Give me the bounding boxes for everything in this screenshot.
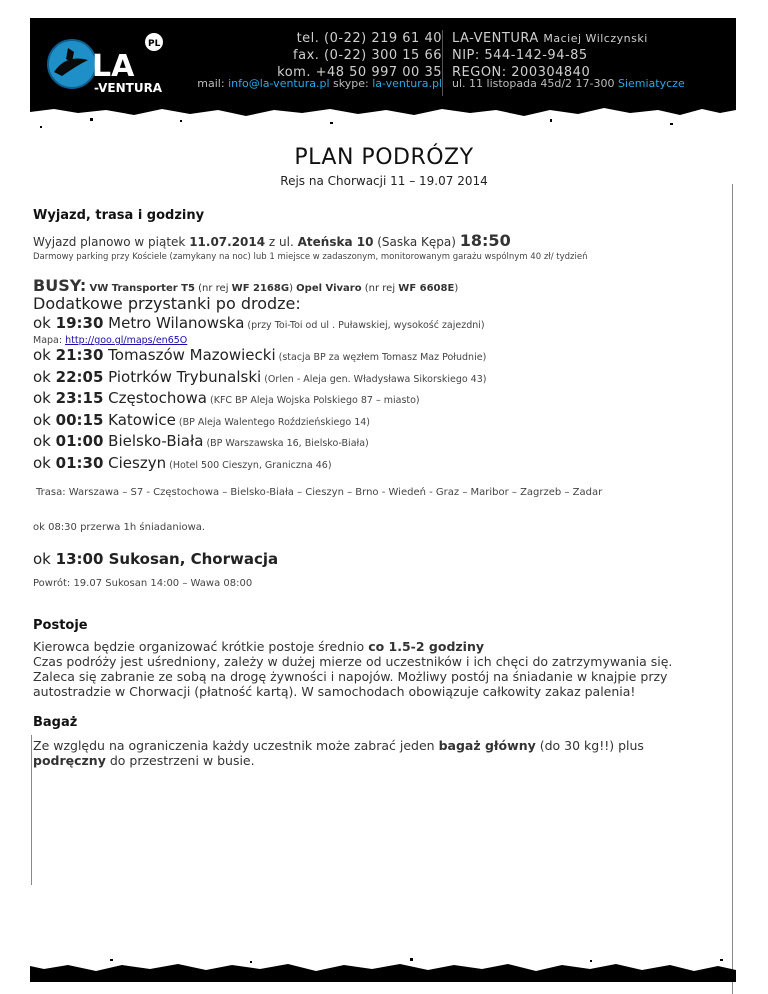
company-info: [452, 30, 648, 81]
stop-row: ok 01:00 Bielsko-Biała (BP Warszawska 16, Bielsko-Biała): [33, 432, 369, 450]
paragraph-line: podręczny do przestrzeni w busie.: [33, 752, 255, 768]
fax-number: fax. (0-22) 300 15 66: [293, 48, 442, 63]
paragraph-line: Czas podróży jest uśredniony, zależy w dużej mierze od uczestników i ich chęci do zatrzymywania się.: [33, 653, 673, 669]
breakfast-note: ok 08:30 przerwa 1h śniadaniowa.: [33, 522, 206, 533]
stops-list: [33, 346, 733, 475]
email-link[interactable]: info@la-ventura.pl: [228, 77, 330, 90]
section-heading-route: Wyjazd, trasa i godziny: [33, 208, 205, 223]
skype-id: la-ventura.pl: [372, 77, 442, 90]
paragraph-line: Zaleca się zabranie ze sobą na drogę żywności i napojów. Możliwy postój na śniadanie w knajpie przy: [33, 668, 668, 684]
svg-text:LA: LA: [92, 49, 135, 84]
mobile-number: kom. +48 50 997 00 35: [277, 65, 442, 80]
company-address: ul. 11 listopada 45d/2 17-300 Siemiatycze: [452, 77, 685, 90]
stop-row: ok 22:05 Piotrków Trybunalski (Orlen - Aleja gen. Władysława Sikorskiego 43): [33, 367, 487, 386]
stops-paragraph: [33, 639, 733, 699]
route-line: Trasa: Warszawa – S7 - Częstochowa – Bielsko-Biała – Cieszyn – Brno - Wiedeń - Graz – Maribor – Zagrzeb – Zadar: [36, 487, 603, 498]
extra-stops-heading: Dodatkowe przystanki po drodze:: [33, 294, 301, 313]
section-heading-stops: Postoje: [33, 617, 88, 633]
page-subtitle: Rejs na Chorwacji 11 – 19.07 2014: [280, 174, 488, 188]
return-line: Powrót: 19.07 Sukosan 14:00 – Wawa 08:00: [33, 577, 253, 589]
page-title: PLAN PODRÓZY: [294, 145, 474, 170]
stop-row: ok 21:30 Tomaszów Mazowiecki (stacja BP za węzłem Tomasz Maz Południe): [33, 346, 487, 364]
departure-line: Wyjazd planowo w piątek 11.07.2014 z ul. Ateńska 10 (Saska Kępa) 18:50: [33, 231, 511, 250]
busy-line: BUSY: VW Transporter T5 (nr rej WF 2168G) Opel Vivaro (nr rej WF 6608E): [33, 276, 459, 295]
arrival-line: ok 13:00 Sukosan, Chorwacja: [33, 550, 279, 568]
grunge-border-top: [30, 104, 736, 132]
svg-text:PL: PL: [148, 39, 161, 49]
margin-rule-left: [31, 735, 32, 885]
stop-row: ok 01:30 Cieszyn (Hotel 500 Cieszyn, Graniczna 46): [33, 453, 332, 472]
map-row: Mapa: http://goo.gl/maps/en65O: [33, 335, 188, 346]
email-skype-row: mail: info@la-ventura.pl skype: la-ventura.pl: [197, 77, 442, 90]
grunge-border-bottom: [30, 956, 736, 982]
regon: REGON: 200304840: [452, 65, 591, 80]
header-divider: [442, 30, 443, 96]
paragraph-line: Kierowca będzie organizować krótkie postoje średnio co 1.5-2 godziny: [33, 638, 485, 654]
paragraph-line: Ze względu na ograniczenia każdy uczestnik może zabrać jeden bagaż główny (do 30 kg!!) plus: [33, 737, 644, 753]
map-link[interactable]: http://goo.gl/maps/en65O: [65, 335, 188, 346]
la-ventura-logo: [40, 24, 190, 100]
stop-row: ok 23:15 Częstochowa (KFC BP Aleja Wojska Polskiego 87 – miasto): [33, 389, 420, 407]
svg-text:-VENTURA: -VENTURA: [94, 81, 163, 95]
section-heading-luggage: Bagaż: [33, 714, 78, 730]
tel-number: tel. (0-22) 219 61 40: [296, 31, 442, 46]
stop-row: ok 00:15 Katowice (BP Aleja Walentego Roździeńskiego 14): [33, 410, 370, 429]
parking-note: Darmowy parking przy Kościele (zamykany na noc) lub 1 miejsce w zadaszonym, monitorowanym garażu wspólnym 40 zł/ tydzień: [33, 252, 588, 262]
paragraph-line: autostradzie w Chorwacji (płatność kartą). W samochodach obowiązuje całkowity zakaz palenia!: [33, 683, 636, 699]
luggage-paragraph: [33, 738, 733, 768]
contact-phones: [277, 30, 442, 81]
stop-row: ok 19:30 Metro Wilanowska (przy Toi-Toi od ul . Puławskiej, wysokość zajezdni): [33, 313, 485, 332]
company-name-row: LA-VENTURA Maciej Wilczynski: [452, 31, 648, 46]
letterhead: [30, 18, 736, 104]
document-body: [33, 204, 733, 768]
nip: NIP: 544-142-94-85: [452, 48, 588, 63]
